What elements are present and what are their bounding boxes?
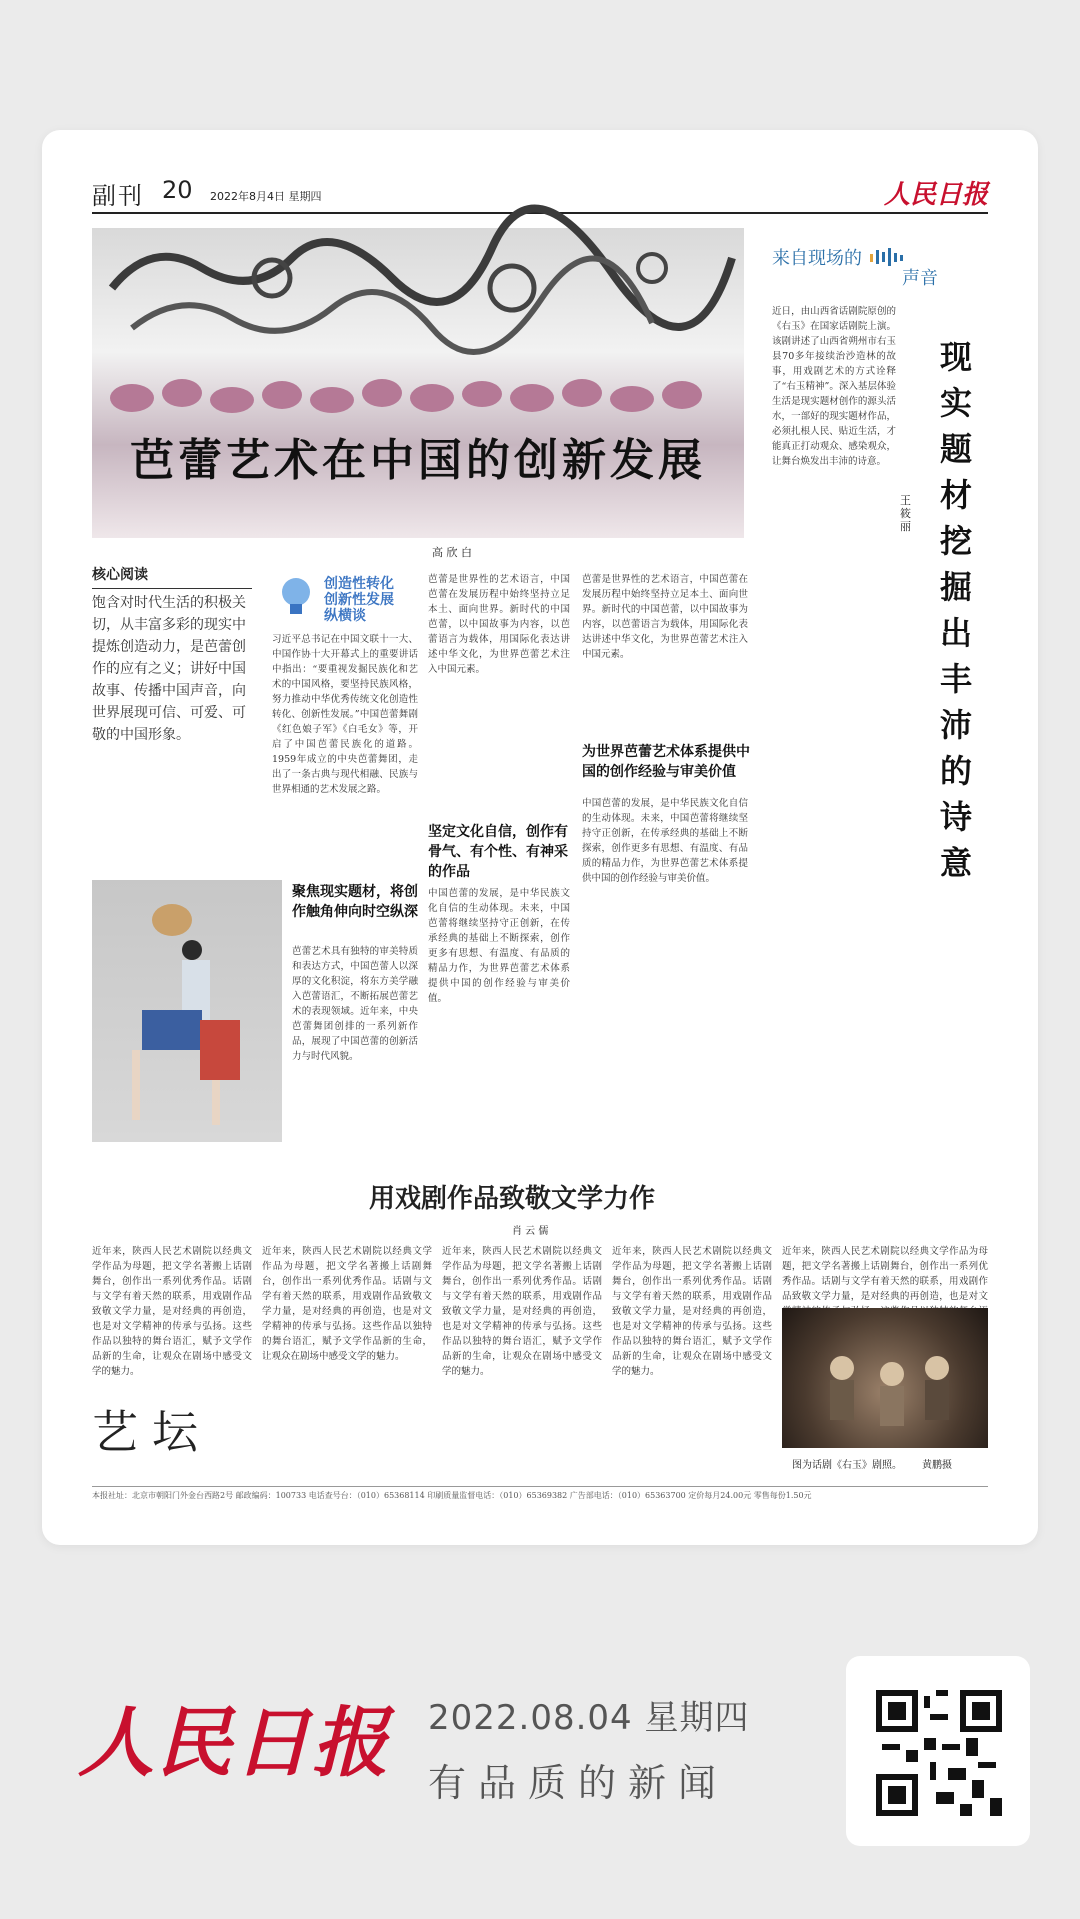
opera-column-3: 近年来，陕西人民艺术剧院以经典文学作品为母题，把文学名著搬上话剧舞台，创作出一系列优秀作品。话剧与文学有着天然的联系，用戏剧作品致敬文学力量，是对经典的再创造，也是对文学精神的传承与弘扬。这些作品以独特的舞台语汇，赋予文学作品新的生命，让观众在剧场中感受文学的魅力。: [442, 1246, 602, 1377]
body-column-2: 芭蕾艺术具有独特的审美特质和表达方式，中国芭蕾人以深厚的文化积淀，将东方美学融入芭蕾语汇，不断拓展芭蕾艺术的表现领域。近年来，中央芭蕾舞团创排的一系列新作品，展现了中国芭蕾的创新活力与时代风貌。: [292, 946, 418, 1062]
dancers-figure-icon: [112, 890, 262, 1130]
body-column-4: 中国芭蕾的发展，是中华民族文化自信的生动体现。未来，中国芭蕾将继续坚持守正创新，在传承经典的基础上不断探索，创作更多有思想、有温度、有品质的精品力作，为世界芭蕾艺术体系提供中国的创作经验与审美价值。: [428, 888, 570, 1004]
brand-logo: 人民日报: [78, 1698, 390, 1787]
lead-heading: 核心阅读: [92, 564, 252, 589]
opera-photo: [782, 1308, 988, 1448]
feature-title-vertical: 现实题材挖掘出丰沛的诗意: [939, 338, 972, 882]
feature-logo-line1: 创造性转化: [324, 576, 394, 592]
newspaper-logo: 人民日报: [883, 180, 988, 210]
opera-column-2: 近年来，陕西人民艺术剧院以经典文学作品为母题，把文学名著搬上话剧舞台，创作出一系列优秀作品。话剧与文学有着天然的联系，用戏剧作品致敬文学力量，是对经典的再创造，也是对文学精神的传承与弘扬。这些作品以独特的舞台语汇，赋予文学作品新的生命，让观众在剧场中感受文学的魅力。: [262, 1246, 432, 1362]
page-number: 20: [162, 176, 193, 204]
page-content: [92, 174, 988, 1504]
opera-column-1: 近年来，陕西人民艺术剧院以经典文学作品为母题，把文学名著搬上话剧舞台，创作出一系列优秀作品。话剧与文学有着天然的联系，用戏剧作品致敬文学力量，是对经典的再创造，也是对文学精神的传承与弘扬。这些作品以独特的舞台语汇，赋予文学作品新的生命，让观众在剧场中感受文学的魅力。: [92, 1246, 252, 1377]
opera-byline: 肖 云 儒: [512, 1226, 549, 1237]
column-title-yitan: 艺坛: [92, 1405, 212, 1459]
lead-text: 饱含对时代生活的积极关切，从丰富多彩的现实中提炼创造动力，是芭蕾创作的应有之义；讲好中国故事、传播中国声音，向世界展现可信、可爱、可敬的中国形象。: [92, 595, 246, 743]
banner-date: 2022.08.04 星期四: [428, 1698, 750, 1738]
dancers-icon: [92, 338, 744, 428]
body-column-1: 习近平总书记在中国文联十一大、中国作协十大开幕式上的重要讲话中指出：“要重视发掘民族化和艺术的中国风格，要坚持民族风格，努力推动中华优秀传统文化创造性转化、创新性发展。”中国芭蕾舞剧《红色娘子军》《白毛女》等，开启了中国芭蕾民族化的道路。1959年成立的中央芭蕾舞团，走出了一条古典与现代相融、民族与世界相通的艺术发展之路。: [272, 634, 418, 795]
headline-byline: 高 欣 白: [432, 546, 472, 559]
opera-column-5: 近年来，陕西人民艺术剧院以经典文学作品为母题，把文学名著搬上话剧舞台，创作出一系列优秀作品。话剧与文学有着天然的联系，用戏剧作品致敬文学力量，是对经典的再创造，也是对文: [782, 1246, 988, 1302]
headline: 芭蕾艺术在中国的创新发展: [130, 435, 706, 486]
subhead-2: 坚定文化自信，创作有骨气、有个性、有神采的作品: [428, 824, 568, 880]
body-column-5: 芭蕾是世界性的艺术语言，中国芭蕾在发展历程中始终坚持立足本土、面向世界。新时代的中国芭蕾，以中国故事为内容，以芭蕾语言为载体，用国际化表达讲述中华文化，为世界芭蕾艺术注入中国元素。: [582, 574, 748, 660]
photo-credit: 黄鹏摄: [922, 1460, 952, 1471]
opera-headline: 用戏剧作品致敬文学力作: [368, 1184, 655, 1214]
photo-caption: 图为话剧《右玉》剧照。: [792, 1460, 902, 1471]
footer-info: 本报社址：北京市朝阳门外金台西路2号 邮政编码：100733 电话查号台：（010）65368114 印刷质量监督电话：（010）65369382 广告部电话：（010）65363700 定价每月24.00元 零售每份1.50元: [92, 1491, 812, 1500]
section-badge: [772, 244, 962, 290]
badge-bottom-text: 声音: [902, 268, 938, 289]
feature-series-logo: [272, 572, 422, 624]
section-name: 副刊: [92, 182, 144, 210]
badge-top-text: 来自现场的: [772, 248, 862, 269]
subhead-3: 为世界芭蕾艺术体系提供中国的创作经验与审美价值: [582, 744, 750, 780]
actors-icon: [802, 1338, 968, 1438]
footer-divider: [92, 1486, 988, 1487]
opera-column-4: 近年来，陕西人民艺术剧院以经典文学作品为母题，把文学名著搬上话剧舞台，创作出一系列优秀作品。话剧与文学有着天然的联系，用戏剧作品致敬文学力量，是对经典的再创造，也是对文学精神的传承与弘扬。这些作品以独特的舞台语汇，赋予文学作品新的生命，让观众在剧场中感受文学的魅力。: [612, 1246, 772, 1377]
subhead-1: 聚焦现实题材，将创作触角伸向时空纵深: [292, 884, 418, 920]
newspaper-page: [42, 130, 1038, 1545]
issue-date: 2022年8月4日 星期四: [210, 190, 322, 203]
banner-slogan: 有品质的新闻: [428, 1761, 729, 1805]
feature-logo-line3: 纵横谈: [324, 608, 366, 624]
feature-author: 王 筱 丽: [900, 494, 911, 533]
body-column-3: 芭蕾是世界性的艺术语言，中国芭蕾在发展历程中始终坚持立足本土、面向世界。新时代的中国芭蕾，以中国故事为内容，以芭蕾语言为载体，用国际化表达讲述中华文化，为世界芭蕾艺术注入中国元素。: [428, 574, 570, 675]
qr-code-icon[interactable]: [876, 1690, 1002, 1816]
dancer-photo: [92, 880, 282, 1142]
ballet-photo: [92, 228, 744, 538]
qr-code-card[interactable]: [846, 1656, 1030, 1846]
bulb-icon: [272, 572, 320, 620]
body-column-6: 中国芭蕾的发展，是中华民族文化自信的生动体现。未来，中国芭蕾将继续坚持守正创新，在传承经典的基础上不断探索，创作更多有思想、有温度、有品质的精品力作，为世界芭蕾艺术体系提供中国的创作经验与审美价值。: [582, 798, 748, 884]
feature-logo-line2: 创新性发展: [324, 592, 394, 608]
right-column-text: 近日，由山西省话剧院原创的《右玉》在国家话剧院上演。该剧讲述了山西省朔州市右玉县70多年接续治沙造林的故事，用戏剧艺术的方式诠释了“右玉精神”。深入基层体验生活是现实题材创作的源头活水，一部好的现实题材作品，必须扎根人民、贴近生活，才能真正打动观众、感染观众，让舞台焕发出丰沛的诗意。: [772, 306, 896, 467]
